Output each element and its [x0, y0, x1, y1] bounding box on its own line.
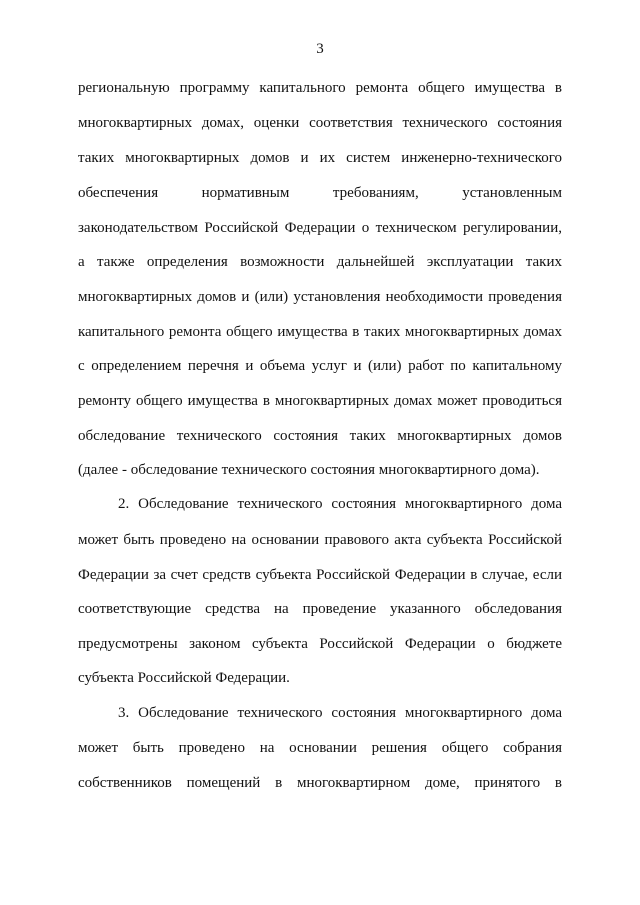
text-line: региональную программу капитального ремонта общего имущества в: [78, 80, 562, 96]
text-line: собственников помещений в многоквартирном доме, принятого в: [78, 775, 562, 791]
text-line: 2. Обследование технического состояния многоквартирного дома: [118, 496, 562, 512]
text-line: соответствующие средства на проведение указанного обследования: [78, 601, 562, 617]
text-line: а также определения возможности дальнейшей эксплуатации таких: [78, 254, 562, 270]
text-line: может быть проведено на основании правового акта субъекта Российской: [78, 532, 562, 548]
text-line: обеспечения нормативным требованиям, установленным: [78, 185, 562, 201]
text-line: предусмотрены законом субъекта Российской Федерации о бюджете: [78, 636, 562, 652]
text-line: ремонту общего имущества в многоквартирных домах может проводиться: [78, 393, 562, 409]
text-line: законодательством Российской Федерации о техническом регулировании,: [78, 220, 562, 236]
text-line: субъекта Российской Федерации.: [78, 670, 290, 686]
text-line: капитального ремонта общего имущества в таких многоквартирных домах: [78, 324, 562, 340]
text-line: многоквартирных домах, оценки соответствия технического состояния: [78, 115, 562, 131]
text-line: таких многоквартирных домов и их систем инженерно-технического: [78, 150, 562, 166]
text-line: обследование технического состояния таких многоквартирных домов: [78, 428, 562, 444]
text-line: Федерации за счет средств субъекта Российской Федерации в случае, если: [78, 567, 562, 583]
text-line: с определением перечня и объема услуг и (или) работ по капитальному: [78, 358, 562, 374]
text-line: может быть проведено на основании решения общего собрания: [78, 740, 562, 756]
text-line: многоквартирных домов и (или) установления необходимости проведения: [78, 289, 562, 305]
text-line: 3. Обследование технического состояния многоквартирного дома: [118, 705, 562, 721]
page-number: 3: [316, 41, 324, 57]
text-line: (далее - обследование технического состояния многоквартирного дома).: [78, 462, 540, 478]
